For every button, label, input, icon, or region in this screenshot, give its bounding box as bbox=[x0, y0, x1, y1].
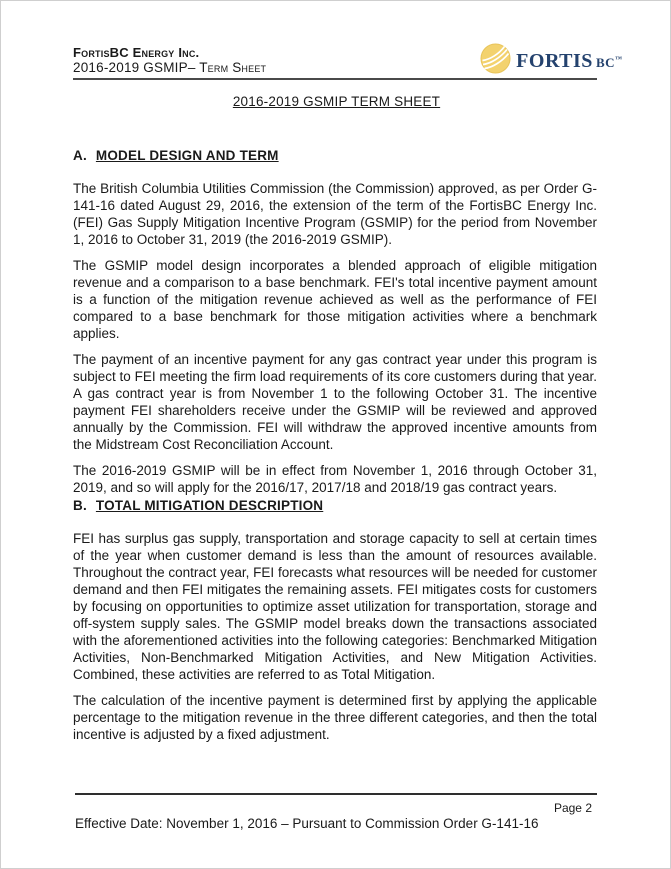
page-number: Page 2 bbox=[553, 801, 592, 815]
section-b-heading-text: TOTAL MITIGATION DESCRIPTION bbox=[95, 498, 324, 513]
fortisbc-logo-text bbox=[516, 50, 622, 73]
document-subtitle: 2016-2019 GSMIP– Term Sheet bbox=[73, 60, 267, 75]
section-a-letter: A. bbox=[73, 148, 87, 163]
section-b-heading bbox=[73, 497, 597, 514]
paragraph: FEI has surplus gas supply, transportation and storage capacity to sell at certain times of the year when customer demand is less than the amount of resources available. Throughout the contract year, FEI forecasts what resources will be needed for customer demand and then FEI mitigates the remaining assets. FEI mitigates costs for customers by focusing on opportunities to optimize asset utilization for transportation, storage and off-system supply sales. The GSMIP model breaks down the transactions associated with the aforementioned activities into the following categories: Benchmarked Mitigation Activities, Non-Benchmarked Mitigation Activities, and New Mitigation Activities. Combined, these activities are referred to as Total Mitigation. bbox=[73, 531, 597, 682]
fortisbc-logo bbox=[480, 43, 622, 79]
paragraph: The calculation of the incentive payment is determined first by applying the applicable percentage to the mitigation revenue in the three different categories, and then the total incentive is adjusted by a fixed adjustment. bbox=[73, 693, 597, 742]
paragraph: The payment of an incentive payment for any gas contract year under this program is subject to FEI meeting the firm load requirements of its core customers during that year. A gas contract year is from November 1 to the following October 31. The incentive payment FEI shareholders receive under the GSMIP will be reviewed and approved annually by the Commission. FEI will withdraw the approved incentive amounts from the Midstream Cost Reconciliation Account. bbox=[73, 352, 597, 452]
document-header bbox=[73, 45, 266, 75]
section-a-heading-text: MODEL DESIGN AND TERM bbox=[95, 148, 279, 163]
paragraph: The GSMIP model design incorporates a blended approach of eligible mitigation revenue and a comparison to a base benchmark. FEI's total incentive payment amount is a function of the mitigation revenue achieved as well as the performance of FEI compared to a base benchmark for those mitigation activities where a benchmark applies. bbox=[73, 258, 597, 341]
fortisbc-swoosh-icon bbox=[480, 43, 511, 79]
section-b-letter: B. bbox=[73, 498, 87, 513]
section-model-design-and-term bbox=[73, 147, 597, 496]
page-title: 2016-2019 GSMIP TERM SHEET bbox=[232, 94, 441, 109]
company-name: FortisBC Energy Inc. bbox=[73, 45, 200, 60]
effective-date: Effective Date: November 1, 2016 – Pursuant to Commission Order G-141-16 bbox=[75, 816, 539, 831]
paragraph: The British Columbia Utilities Commission (the Commission) approved, as per Order G-141-16 dated August 29, 2016, the extension of the term of the FortisBC Energy Inc. (FEI) Gas Supply Mitigation Incentive Program (GSMIP) for the period from November 1, 2016 to October 31, 2019 (the 2016-2019 GSMIP). bbox=[73, 181, 597, 247]
section-total-mitigation-description bbox=[73, 497, 597, 743]
logo-trademark: ™ bbox=[615, 54, 622, 63]
paragraph: The 2016-2019 GSMIP will be in effect from November 1, 2016 through October 31, 2019, and so will apply for the 2016/17, 2017/18 and 2018/19 gas contract years. bbox=[73, 463, 597, 495]
header-divider bbox=[73, 78, 597, 80]
logo-region: BC bbox=[595, 54, 615, 70]
footer-divider bbox=[75, 793, 597, 795]
logo-word: FORTIS bbox=[516, 49, 593, 72]
section-a-heading bbox=[73, 147, 597, 164]
